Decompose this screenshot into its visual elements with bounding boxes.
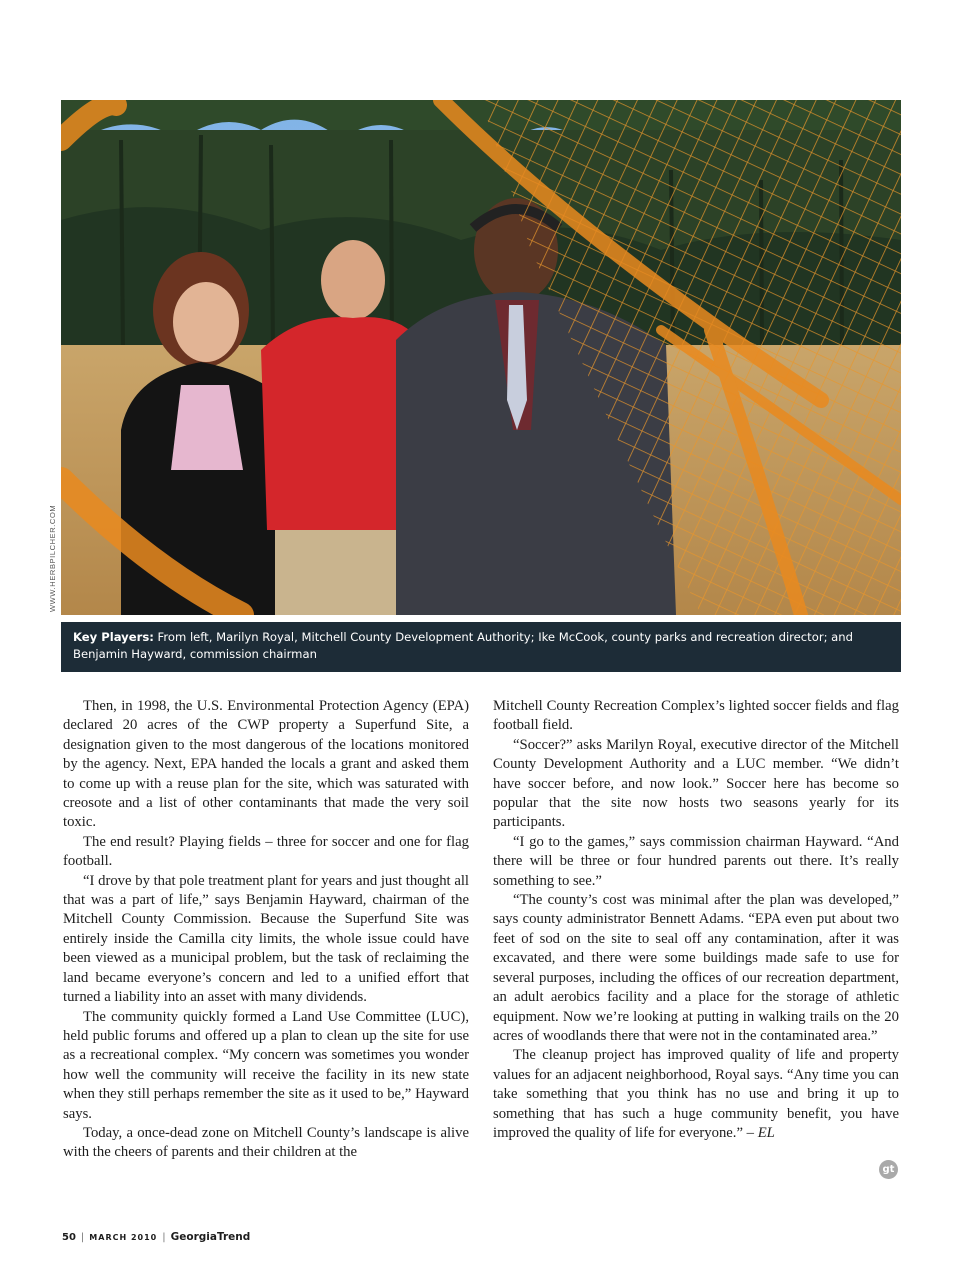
article-column-left	[63, 697, 469, 1163]
paragraph: The end result? Playing fields – three for soccer and one for flag football.	[63, 833, 469, 870]
paragraph: Today, a once-dead zone on Mitchell County’s landscape is alive with the cheers of parents and their children at the	[63, 1124, 469, 1161]
paragraph-text: The cleanup project has improved quality of life and property values for an adjacent neighborhood, Royal says. “Any time you can take something that you think has no use and bring it up to something that has such a huge community benefit, you have improved the quality of life for everyone.” –	[493, 1047, 899, 1141]
photo-caption	[61, 622, 901, 672]
page-footer	[62, 1231, 250, 1243]
article-photo	[61, 100, 901, 615]
photo-illustration	[61, 100, 901, 615]
end-mark-icon: gt	[879, 1160, 898, 1179]
issue-date: MARCH 2010	[89, 1233, 158, 1242]
byline: EL	[757, 1124, 775, 1141]
paragraph: “I drove by that pole treatment plant for years and just thought all that was a part of life,” says Benjamin Hayward, chairman of the Mitchell County Commission. Because the Superfund Site was entirely inside the Camilla city limits, the whole issue could have been viewed as a municipal problem, but the task of reclaiming the land became everyone’s concern and led to a unified effort that turned a liability into an asset with many dividends.	[63, 872, 469, 1006]
paragraph: “Soccer?” asks Marilyn Royal, executive director of the Mitchell County Development Authority and a LUC member. “We didn’t have soccer before, and now look.” Soccer here has become so popular that the site now hosts two seasons yearly for its participants.	[493, 736, 899, 831]
paragraph: Mitchell County Recreation Complex’s lighted soccer fields and flag football field.	[493, 698, 899, 734]
photo-credit: WWW.HERBPILCHER.COM	[48, 504, 57, 612]
article-column-right	[493, 697, 899, 1143]
paragraph: “The county’s cost was minimal after the plan was developed,” says county administrator Bennett Adams. “EPA even put about two feet of sod on the site to seal off any contamination, after it was excavated, and there were some buildings made safe to use for several purposes, including the offices of our recreation department, an adult aerobics facility and a place for the storage of athletic equipment. Now we’re looking at putting in walking trails on the 20 acres of woodlands there that were not in the contaminated area.”	[493, 892, 899, 1044]
last-paragraph	[493, 1046, 899, 1143]
paragraph: Then, in 1998, the U.S. Environmental Protection Agency (EPA) declared 20 acres of the CWP property a Superfund Site, a designation given to the most dangerous of the locations monitored by the agency. Next, EPA handed the locals a grant and asked them to come up with a reuse plan for the site, which was saturated with creosote and a list of other contaminants that made the very soil toxic.	[63, 698, 469, 831]
footer-divider: |	[80, 1232, 85, 1243]
page-number: 50	[62, 1232, 76, 1243]
paragraph: The community quickly formed a Land Use Committee (LUC), held public forums and offered up a plan to clean up the site for use as a recreational complex. “My concern was sometimes you wonder how well the community will receive the facility in its new state when they still perhaps remember the site as it used to be,” Hayward says.	[63, 1008, 469, 1122]
footer-divider: |	[162, 1232, 166, 1243]
caption-lead: Key Players:	[73, 630, 154, 644]
paragraph: “I go to the games,” says commission chairman Hayward. “And there will be three or four hundred parents out there. It’s really something to see.”	[493, 833, 899, 889]
caption-text: From left, Marilyn Royal, Mitchell County Development Authority; Ike McCook, county parks and recreation director; and Benjamin Hayward, commission chairman	[73, 630, 853, 661]
magazine-name: GeorgiaTrend	[170, 1231, 251, 1243]
